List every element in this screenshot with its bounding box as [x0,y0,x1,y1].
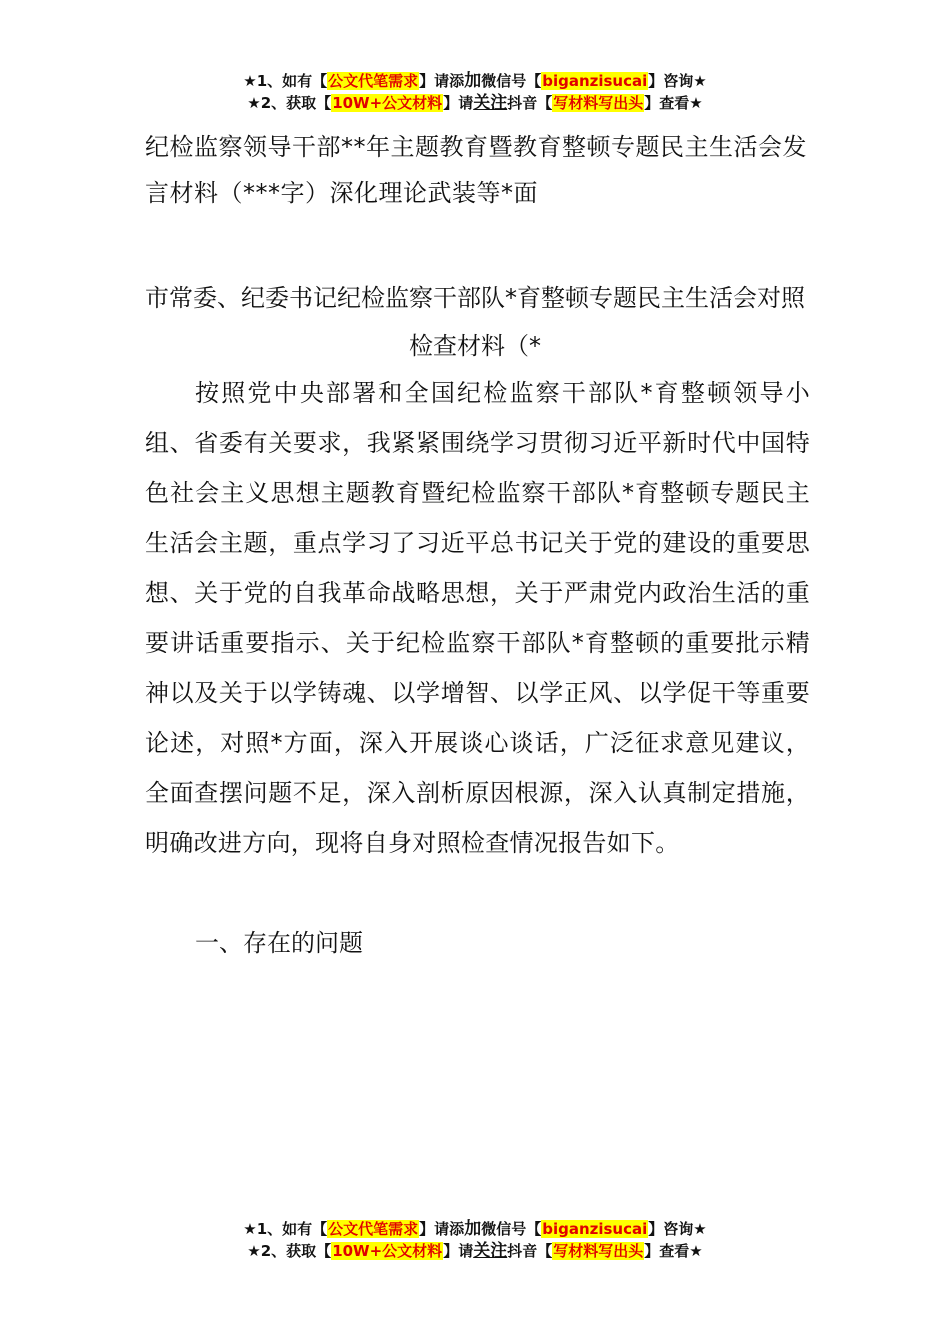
promo-banner-top [0,70,950,114]
highlight-service: 公文代笔需求 [328,1220,419,1238]
promo-line-1: ★1、如有【公文代笔需求】请添加微信号【biganzisucai】咨询★ [243,71,707,91]
highlight-service: 公文代笔需求 [328,72,419,90]
highlight-wechat-id: biganzisucai [542,72,648,90]
highlight-douyin: 写材料写出头 [553,94,644,112]
body-paragraph: 按照党中央部署和全国纪检监察干部队*育整顿领导小组、省委有关要求，我紧紧围绕学习贯彻习近平新时代中国特色社会主义思想主题教育暨纪检监察干部队*育整顿专题民主生活会主题，重点学习了习近平总书记关于党的建设的重要思想、关于党的自我革命战略思想，关于严肃党内政治生活的重要讲话重要指示、关于纪检监察干部队*育整顿的重要批示精神以及关于以学铸魂、以学增智、以学正风、以学促干等重要论述，对照*方面，深入开展谈心谈话，广泛征求意见建议，全面查摆问题不足，深入剖析原因根源，深入认真制定措施，明确改进方向，现将自身对照检查情况报告如下。 [145,379,810,857]
promo-line-2: ★2、获取【10W+公文材料】请关注抖音【写材料写出头】查看★ [247,93,703,113]
document-title: 纪检监察领导干部**年主题教育暨教育整顿专题民主生活会发言材料（***字）深化理论武装等*面 [145,133,807,207]
promo-line-1: ★1、如有【公文代笔需求】请添加微信号【biganzisucai】咨询★ [243,1219,707,1239]
section-heading: 一、存在的问题 [195,929,363,957]
promo-line-2: ★2、获取【10W+公文材料】请关注抖音【写材料写出头】查看★ [247,1241,703,1261]
highlight-materials: 10W+公文材料 [332,94,443,112]
highlight-wechat-id: biganzisucai [542,1220,648,1238]
highlight-douyin: 写材料写出头 [553,1242,644,1260]
highlight-materials: 10W+公文材料 [332,1242,443,1260]
document-heading: 市常委、纪委书记纪检监察干部队*育整顿专题民主生活会对照检查材料（* [145,284,805,360]
promo-banner-bottom [0,1218,950,1262]
